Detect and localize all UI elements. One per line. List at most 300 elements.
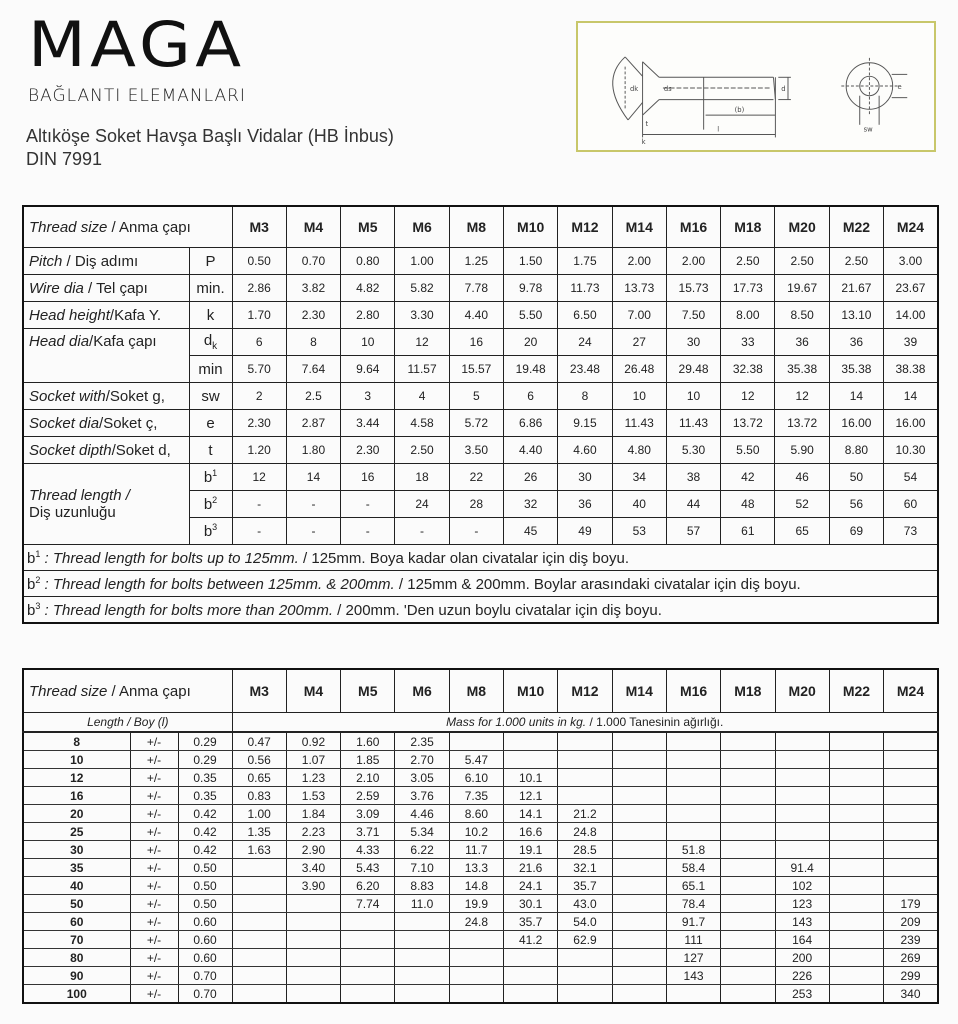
spec-cell: 14.00 xyxy=(884,302,938,329)
mass-row xyxy=(23,985,938,1004)
mass-cell xyxy=(721,877,775,895)
spec-row xyxy=(23,329,938,356)
mass-cell: 1.23 xyxy=(286,769,340,787)
length-value: 25 xyxy=(23,823,130,841)
mass-cell: 3.76 xyxy=(395,787,449,805)
mass-row xyxy=(23,805,938,823)
mass-cell xyxy=(884,732,938,751)
spec-cell: 11.57 xyxy=(395,356,449,383)
mass-cell: 35.7 xyxy=(504,913,558,931)
spec-cell: - xyxy=(395,518,449,545)
spec-cell: 2.30 xyxy=(286,302,340,329)
spec-cell: 2.80 xyxy=(341,302,395,329)
length-value: 8 xyxy=(23,732,130,751)
mass-cell xyxy=(232,895,286,913)
spec-cell: 2.86 xyxy=(232,275,286,302)
tolerance-value: 0.70 xyxy=(178,967,232,985)
diagram-label-ds: ds xyxy=(663,84,672,93)
mass-size-header-m8: M8 xyxy=(449,669,503,713)
tolerance-value: 0.50 xyxy=(178,895,232,913)
spec-cell: 2.00 xyxy=(666,248,720,275)
spec-cell: 10.30 xyxy=(884,437,938,464)
spec-cell: 1.25 xyxy=(449,248,503,275)
mass-cell xyxy=(612,841,666,859)
spec-cell: 61 xyxy=(721,518,775,545)
mass-cell xyxy=(884,751,938,769)
footnote-text: $b^2$ : Thread length for bolts between 125mm. & 200mm. / 125mm & 200mm. Boylar arasındaki civatalar için diş boyu. xyxy=(23,571,938,597)
mass-cell: 340 xyxy=(884,985,938,1004)
mass-row xyxy=(23,949,938,967)
size-header-m12: M12 xyxy=(558,206,612,248)
mass-cell xyxy=(612,787,666,805)
length-label: Length / Boy (l) xyxy=(23,713,232,733)
spec-cell: 4.40 xyxy=(504,437,558,464)
spec-cell: 2.30 xyxy=(232,410,286,437)
length-value: 16 xyxy=(23,787,130,805)
product-heading xyxy=(26,125,394,171)
spec-cell: 49 xyxy=(558,518,612,545)
mass-cell xyxy=(612,895,666,913)
thread-length-symbol: $b^1$ xyxy=(189,464,232,491)
size-header-m6: M6 xyxy=(395,206,449,248)
mass-cell xyxy=(395,931,449,949)
mass-cell: 269 xyxy=(884,949,938,967)
spec-cell: 30 xyxy=(558,464,612,491)
spec-cell: 2.5 xyxy=(286,383,340,410)
spec-cell: 36 xyxy=(775,329,829,356)
mass-cell xyxy=(449,985,503,1004)
spec-cell: 24 xyxy=(395,491,449,518)
mass-cell: 209 xyxy=(884,913,938,931)
mass-cell: 0.65 xyxy=(232,769,286,787)
product-title: Altıköşe Soket Havşa Başlı Vidalar (HB İnbus) xyxy=(26,126,394,146)
size-header-m3: M3 xyxy=(232,206,286,248)
mass-cell: 32.1 xyxy=(558,859,612,877)
spec-cell: 14 xyxy=(286,464,340,491)
mass-cell xyxy=(612,823,666,841)
spec-cell: 9.78 xyxy=(504,275,558,302)
mass-cell: 7.10 xyxy=(395,859,449,877)
tolerance-value: 0.35 xyxy=(178,787,232,805)
tolerance-value: 0.50 xyxy=(178,877,232,895)
mass-cell xyxy=(232,949,286,967)
spec-cell: 26.48 xyxy=(612,356,666,383)
mass-cell xyxy=(666,823,720,841)
mass-cell xyxy=(721,751,775,769)
footnote-row xyxy=(23,571,938,597)
mass-row xyxy=(23,877,938,895)
length-value: 80 xyxy=(23,949,130,967)
spec-cell: 15.73 xyxy=(666,275,720,302)
mass-cell xyxy=(666,805,720,823)
mass-cell: 0.92 xyxy=(286,732,340,751)
mass-cell xyxy=(558,732,612,751)
spec-cell: 54 xyxy=(884,464,938,491)
diagram-label-l: l xyxy=(717,125,720,134)
mass-cell xyxy=(721,985,775,1004)
mass-cell: 54.0 xyxy=(558,913,612,931)
spec-cell: 9.15 xyxy=(558,410,612,437)
mass-size-header-m16: M16 xyxy=(666,669,720,713)
tolerance-value: 0.42 xyxy=(178,841,232,859)
mass-cell: 13.3 xyxy=(449,859,503,877)
mass-cell xyxy=(884,769,938,787)
mass-cell: 10.1 xyxy=(504,769,558,787)
spec-cell: 30 xyxy=(666,329,720,356)
spec-cell: - xyxy=(232,518,286,545)
tolerance-sign: +/- xyxy=(130,732,178,751)
mass-cell: 28.5 xyxy=(558,841,612,859)
spec-cell: 36 xyxy=(829,329,883,356)
mass-cell xyxy=(884,787,938,805)
mass-cell xyxy=(775,823,829,841)
mass-cell xyxy=(232,967,286,985)
spec-cell: 1.50 xyxy=(504,248,558,275)
mass-cell xyxy=(775,841,829,859)
mass-size-header-m22: M22 xyxy=(829,669,883,713)
size-header-m4: M4 xyxy=(286,206,340,248)
mass-cell: 10.2 xyxy=(449,823,503,841)
mass-cell xyxy=(721,967,775,985)
mass-cell: 21.2 xyxy=(558,805,612,823)
tolerance-value: 0.60 xyxy=(178,949,232,967)
mass-cell: 6.20 xyxy=(341,877,395,895)
length-value: 30 xyxy=(23,841,130,859)
spec-cell: 13.73 xyxy=(612,275,666,302)
mass-cell: 19.1 xyxy=(504,841,558,859)
mass-cell xyxy=(341,931,395,949)
diagram-label-b: (b) xyxy=(734,106,745,115)
mass-cell xyxy=(286,931,340,949)
diagram-label-e: e xyxy=(897,82,902,91)
size-header-m10: M10 xyxy=(504,206,558,248)
footnote-text: $b^3$ : Thread length for bolts more than 200mm. / 200mm. 'Den uzun boylu civatalar için diş boyu. xyxy=(23,597,938,624)
mass-cell xyxy=(612,769,666,787)
mass-cell: 21.6 xyxy=(504,859,558,877)
tolerance-value: 0.50 xyxy=(178,859,232,877)
mass-cell xyxy=(232,985,286,1004)
spec-cell: 4.58 xyxy=(395,410,449,437)
mass-cell: 24.1 xyxy=(504,877,558,895)
mass-cell xyxy=(449,949,503,967)
mass-cell xyxy=(341,949,395,967)
tolerance-sign: +/- xyxy=(130,895,178,913)
mass-cell: 11.7 xyxy=(449,841,503,859)
mass-cell: 7.35 xyxy=(449,787,503,805)
spec-cell: 16.00 xyxy=(884,410,938,437)
spec-cell: 0.50 xyxy=(232,248,286,275)
mass-row xyxy=(23,859,938,877)
mass-cell: 1.53 xyxy=(286,787,340,805)
mass-cell: 43.0 xyxy=(558,895,612,913)
size-header-m24: M24 xyxy=(884,206,938,248)
spec-row xyxy=(23,383,938,410)
mass-cell: 200 xyxy=(775,949,829,967)
spec-cell: 6.50 xyxy=(558,302,612,329)
mass-cell xyxy=(666,787,720,805)
spec-cell: 5.50 xyxy=(504,302,558,329)
spec-row-symbol: min xyxy=(189,356,232,383)
mass-cell: 4.46 xyxy=(395,805,449,823)
spec-cell: 13.72 xyxy=(721,410,775,437)
mass-units-label: Mass for 1.000 units in kg. / 1.000 Tanesinin ağırlığı. xyxy=(232,713,938,733)
mass-cell: 3.71 xyxy=(341,823,395,841)
countersunk-screw-diagram-icon xyxy=(578,23,934,150)
spec-cell: 7.64 xyxy=(286,356,340,383)
mass-cell: 3.90 xyxy=(286,877,340,895)
spec-cell: 1.20 xyxy=(232,437,286,464)
spec-row xyxy=(23,275,938,302)
spec-row-label: Pitch / Diş adımı xyxy=(23,248,189,275)
mass-cell xyxy=(829,859,883,877)
mass-cell xyxy=(829,841,883,859)
mass-cell xyxy=(829,913,883,931)
mass-cell xyxy=(504,949,558,967)
footnote-row xyxy=(23,545,938,571)
mass-cell xyxy=(775,751,829,769)
spec-row-label: Head height/Kafa Y. xyxy=(23,302,189,329)
mass-cell xyxy=(612,859,666,877)
mass-cell xyxy=(504,751,558,769)
mass-row xyxy=(23,931,938,949)
thread-length-symbol: $b^3$ xyxy=(189,518,232,545)
mass-cell: 65.1 xyxy=(666,877,720,895)
mass-cell: 299 xyxy=(884,967,938,985)
mass-size-header-m18: M18 xyxy=(721,669,775,713)
spec-row-symbol: t xyxy=(189,437,232,464)
spec-cell: 12 xyxy=(775,383,829,410)
spec-cell: 19.48 xyxy=(504,356,558,383)
spec-cell: 3.30 xyxy=(395,302,449,329)
tolerance-value: 0.29 xyxy=(178,751,232,769)
diagram-label-k: k xyxy=(641,138,646,147)
spec-cell: 5 xyxy=(449,383,503,410)
mass-cell xyxy=(395,913,449,931)
spec-cell: 11.43 xyxy=(666,410,720,437)
spec-cell: 32 xyxy=(504,491,558,518)
mass-cell xyxy=(232,859,286,877)
length-value: 100 xyxy=(23,985,130,1004)
mass-cell xyxy=(829,931,883,949)
spec-cell: 0.70 xyxy=(286,248,340,275)
mass-cell: 239 xyxy=(884,931,938,949)
spec-row-symbol: $d_k$ xyxy=(189,329,232,356)
mass-cell xyxy=(884,877,938,895)
mass-cell: 30.1 xyxy=(504,895,558,913)
mass-size-header-m24: M24 xyxy=(884,669,938,713)
tolerance-sign: +/- xyxy=(130,787,178,805)
screw-technical-drawing xyxy=(576,21,936,152)
spec-cell: 0.80 xyxy=(341,248,395,275)
size-header-m22: M22 xyxy=(829,206,883,248)
mass-cell xyxy=(449,967,503,985)
mass-cell xyxy=(721,787,775,805)
mass-cell: 0.56 xyxy=(232,751,286,769)
spec-cell: 32.38 xyxy=(721,356,775,383)
spec-cell: 45 xyxy=(504,518,558,545)
footnote-row xyxy=(23,597,938,624)
mass-row xyxy=(23,732,938,751)
mass-cell: 179 xyxy=(884,895,938,913)
spec-cell: 2.00 xyxy=(612,248,666,275)
mass-cell xyxy=(286,913,340,931)
spec-row xyxy=(23,437,938,464)
mass-size-header-m3: M3 xyxy=(232,669,286,713)
spec-cell: 3.82 xyxy=(286,275,340,302)
spec-row-symbol: e xyxy=(189,410,232,437)
mass-cell: 1.85 xyxy=(341,751,395,769)
tolerance-sign: +/- xyxy=(130,949,178,967)
mass-cell: 0.47 xyxy=(232,732,286,751)
mass-cell: 6.10 xyxy=(449,769,503,787)
mass-cell: 2.59 xyxy=(341,787,395,805)
mass-cell: 8.60 xyxy=(449,805,503,823)
tolerance-sign: +/- xyxy=(130,859,178,877)
spec-cell: 10 xyxy=(341,329,395,356)
length-value: 40 xyxy=(23,877,130,895)
mass-cell xyxy=(721,732,775,751)
spec-cell: 29.48 xyxy=(666,356,720,383)
spec-cell: 38 xyxy=(666,464,720,491)
mass-cell xyxy=(666,751,720,769)
spec-cell: 12 xyxy=(232,464,286,491)
mass-cell: 19.9 xyxy=(449,895,503,913)
mass-cell xyxy=(721,769,775,787)
tolerance-sign: +/- xyxy=(130,841,178,859)
spec-row-label: Wire dia / Tel çapı xyxy=(23,275,189,302)
tolerance-sign: +/- xyxy=(130,823,178,841)
spec-cell: 8 xyxy=(558,383,612,410)
spec-cell: 4.60 xyxy=(558,437,612,464)
spec-cell: 16.00 xyxy=(829,410,883,437)
spec-row xyxy=(23,302,938,329)
tolerance-sign: +/- xyxy=(130,985,178,1004)
spec-row xyxy=(23,248,938,275)
tolerance-sign: +/- xyxy=(130,751,178,769)
spec-cell: 13.10 xyxy=(829,302,883,329)
spec-cell: 20 xyxy=(504,329,558,356)
mass-cell: 1.63 xyxy=(232,841,286,859)
mass-cell xyxy=(232,913,286,931)
spec-cell: 35.38 xyxy=(829,356,883,383)
mass-cell: 24.8 xyxy=(558,823,612,841)
spec-cell: 8 xyxy=(286,329,340,356)
length-value: 90 xyxy=(23,967,130,985)
mass-cell xyxy=(829,967,883,985)
spec-cell: 1.80 xyxy=(286,437,340,464)
mass-cell xyxy=(884,841,938,859)
spec-cell: 2 xyxy=(232,383,286,410)
mass-cell xyxy=(286,949,340,967)
mass-cell: 164 xyxy=(775,931,829,949)
spec-cell: 2.50 xyxy=(721,248,775,275)
spec-cell: 6 xyxy=(504,383,558,410)
mass-cell: 123 xyxy=(775,895,829,913)
spec-cell: 8.50 xyxy=(775,302,829,329)
spec-cell: 3.44 xyxy=(341,410,395,437)
spec-cell: 40 xyxy=(612,491,666,518)
spec-header-label: Thread size / Anma çapı xyxy=(23,206,232,248)
mass-cell: 14.1 xyxy=(504,805,558,823)
size-header-m5: M5 xyxy=(341,206,395,248)
spec-cell: 6.86 xyxy=(504,410,558,437)
mass-size-header-m14: M14 xyxy=(612,669,666,713)
mass-cell xyxy=(612,751,666,769)
mass-cell: 1.35 xyxy=(232,823,286,841)
length-value: 35 xyxy=(23,859,130,877)
mass-cell xyxy=(449,931,503,949)
tolerance-sign: +/- xyxy=(130,913,178,931)
length-value: 50 xyxy=(23,895,130,913)
spec-cell: 42 xyxy=(721,464,775,491)
mass-cell xyxy=(829,787,883,805)
spec-cell: 2.50 xyxy=(829,248,883,275)
diagram-label-d: d xyxy=(781,84,786,93)
spec-cell: 33 xyxy=(721,329,775,356)
mass-header-label: Thread size / Anma çapı xyxy=(23,669,232,713)
mass-cell xyxy=(775,805,829,823)
spec-cell: 11.73 xyxy=(558,275,612,302)
spec-cell: - xyxy=(232,491,286,518)
mass-cell: 11.0 xyxy=(395,895,449,913)
length-value: 12 xyxy=(23,769,130,787)
mass-cell xyxy=(558,949,612,967)
diagram-label-t: t xyxy=(645,119,649,128)
spec-cell: - xyxy=(449,518,503,545)
tolerance-sign: +/- xyxy=(130,931,178,949)
length-value: 70 xyxy=(23,931,130,949)
mass-cell xyxy=(829,732,883,751)
spec-cell: 5.70 xyxy=(232,356,286,383)
spec-cell: 17.73 xyxy=(721,275,775,302)
brand-subtitle: BAĞLANTI ELEMANLARI xyxy=(28,86,246,106)
mass-cell: 1.60 xyxy=(341,732,395,751)
spec-cell: 36 xyxy=(558,491,612,518)
mass-size-header-m10: M10 xyxy=(504,669,558,713)
mass-cell: 1.07 xyxy=(286,751,340,769)
spec-cell: 35.38 xyxy=(775,356,829,383)
mass-cell: 4.33 xyxy=(341,841,395,859)
tolerance-value: 0.35 xyxy=(178,769,232,787)
tolerance-sign: +/- xyxy=(130,877,178,895)
spec-cell: 65 xyxy=(775,518,829,545)
mass-cell: 127 xyxy=(666,949,720,967)
mass-cell xyxy=(612,967,666,985)
footnote-text: $b^1$ : Thread length for bolts up to 125mm. / 125mm. Boya kadar olan civatalar için diş boyu. xyxy=(23,545,938,571)
mass-cell xyxy=(232,931,286,949)
mass-cell: 7.74 xyxy=(341,895,395,913)
mass-size-header-m4: M4 xyxy=(286,669,340,713)
mass-cell xyxy=(558,967,612,985)
mass-cell xyxy=(721,823,775,841)
spec-cell: 4.80 xyxy=(612,437,666,464)
spec-cell: 39 xyxy=(884,329,938,356)
mass-cell: 16.6 xyxy=(504,823,558,841)
size-header-m14: M14 xyxy=(612,206,666,248)
tolerance-sign: +/- xyxy=(130,769,178,787)
spec-cell: 73 xyxy=(884,518,938,545)
spec-cell: 7.78 xyxy=(449,275,503,302)
spec-cell: 3.50 xyxy=(449,437,503,464)
spec-cell: 12 xyxy=(721,383,775,410)
mass-row xyxy=(23,787,938,805)
mass-cell xyxy=(775,787,829,805)
mass-cell: 1.00 xyxy=(232,805,286,823)
spec-cell: 3.00 xyxy=(884,248,938,275)
mass-cell xyxy=(721,931,775,949)
spec-cell: 8.80 xyxy=(829,437,883,464)
spec-cell: 9.64 xyxy=(341,356,395,383)
